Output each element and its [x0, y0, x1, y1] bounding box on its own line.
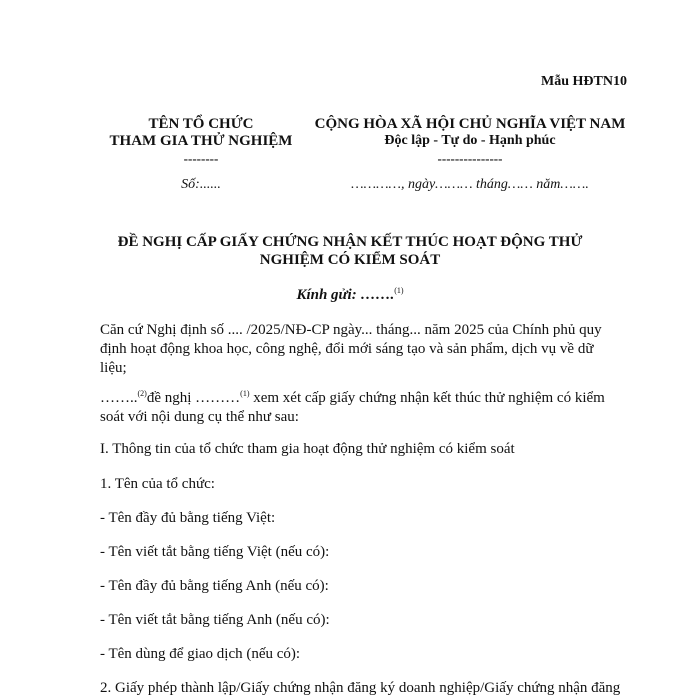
- field-full-name-en: - Tên đầy đủ bằng tiếng Anh (nếu có):: [100, 578, 329, 594]
- field-short-name-en: - Tên viết tắt bằng tiếng Anh (nếu có):: [100, 612, 330, 628]
- section-1-heading: I. Thông tin của tổ chức tham gia hoạt động thử nghiệm có kiểm soát: [100, 441, 515, 457]
- document-title-line2: NGHIỆM CÓ KIỂM SOÁT: [259, 252, 441, 268]
- request-note1: (1): [240, 389, 250, 398]
- document-title-line1: ĐỀ NGHỊ CẤP GIẤY CHỨNG NHẬN KẾT THÚC HOẠT ĐỘNG THỬ: [117, 234, 583, 250]
- field-short-name-vi: - Tên viết tắt bằng tiếng Việt (nếu có):: [100, 544, 330, 560]
- item-2-heading: 2. Giấy phép thành lập/Giấy chứng nhận đăng ký doanh nghiệp/Giấy chứng nhận đăng: [100, 680, 621, 696]
- recipient-note: (1): [394, 286, 404, 295]
- request-line2: soát với nội dung cụ thể như sau:: [100, 409, 299, 425]
- right-divider: ---------------: [437, 151, 503, 166]
- recipient-label: Kính gửi: …….: [296, 287, 395, 303]
- field-full-name-vi: - Tên đầy đủ bằng tiếng Việt:: [100, 510, 276, 526]
- request-line1: [100, 390, 605, 407]
- place-date: …………, ngày……… tháng…… năm…….: [351, 177, 589, 192]
- form-code: Mẫu HĐTN10: [541, 74, 627, 89]
- left-divider: --------: [183, 151, 219, 166]
- national-motto: Độc lập - Tự do - Hạnh phúc: [384, 133, 556, 148]
- basis-line3: liệu;: [100, 360, 127, 376]
- request-part3: xem xét cấp giấy chứng nhận kết thúc thử nghiệm có kiểm: [249, 390, 605, 406]
- request-part2: đề nghị ………: [146, 390, 241, 406]
- basis-line2: định hoạt động khoa học, công nghệ, đổi mới sáng tạo và sản phẩm, dịch vụ về dữ: [100, 341, 594, 357]
- recipient: [60, 287, 640, 304]
- request-note2: (2): [137, 389, 147, 398]
- national-title: CỘNG HÒA XÃ HỘI CHỦ NGHĨA VIỆT NAM: [314, 116, 626, 132]
- request-part1: ……..: [100, 390, 138, 406]
- field-trade-name: - Tên dùng để giao dịch (nếu có):: [100, 646, 301, 662]
- item-1-heading: 1. Tên của tổ chức:: [100, 476, 215, 492]
- org-name-line1: TÊN TỔ CHỨC: [148, 116, 254, 132]
- org-name-line2: THAM GIA THỬ NGHIỆM: [109, 133, 293, 149]
- document-number: Số:......: [181, 177, 221, 192]
- basis-line1: Căn cứ Nghị định số .... /2025/NĐ-CP ngày... tháng... năm 2025 của Chính phủ quy: [100, 322, 602, 338]
